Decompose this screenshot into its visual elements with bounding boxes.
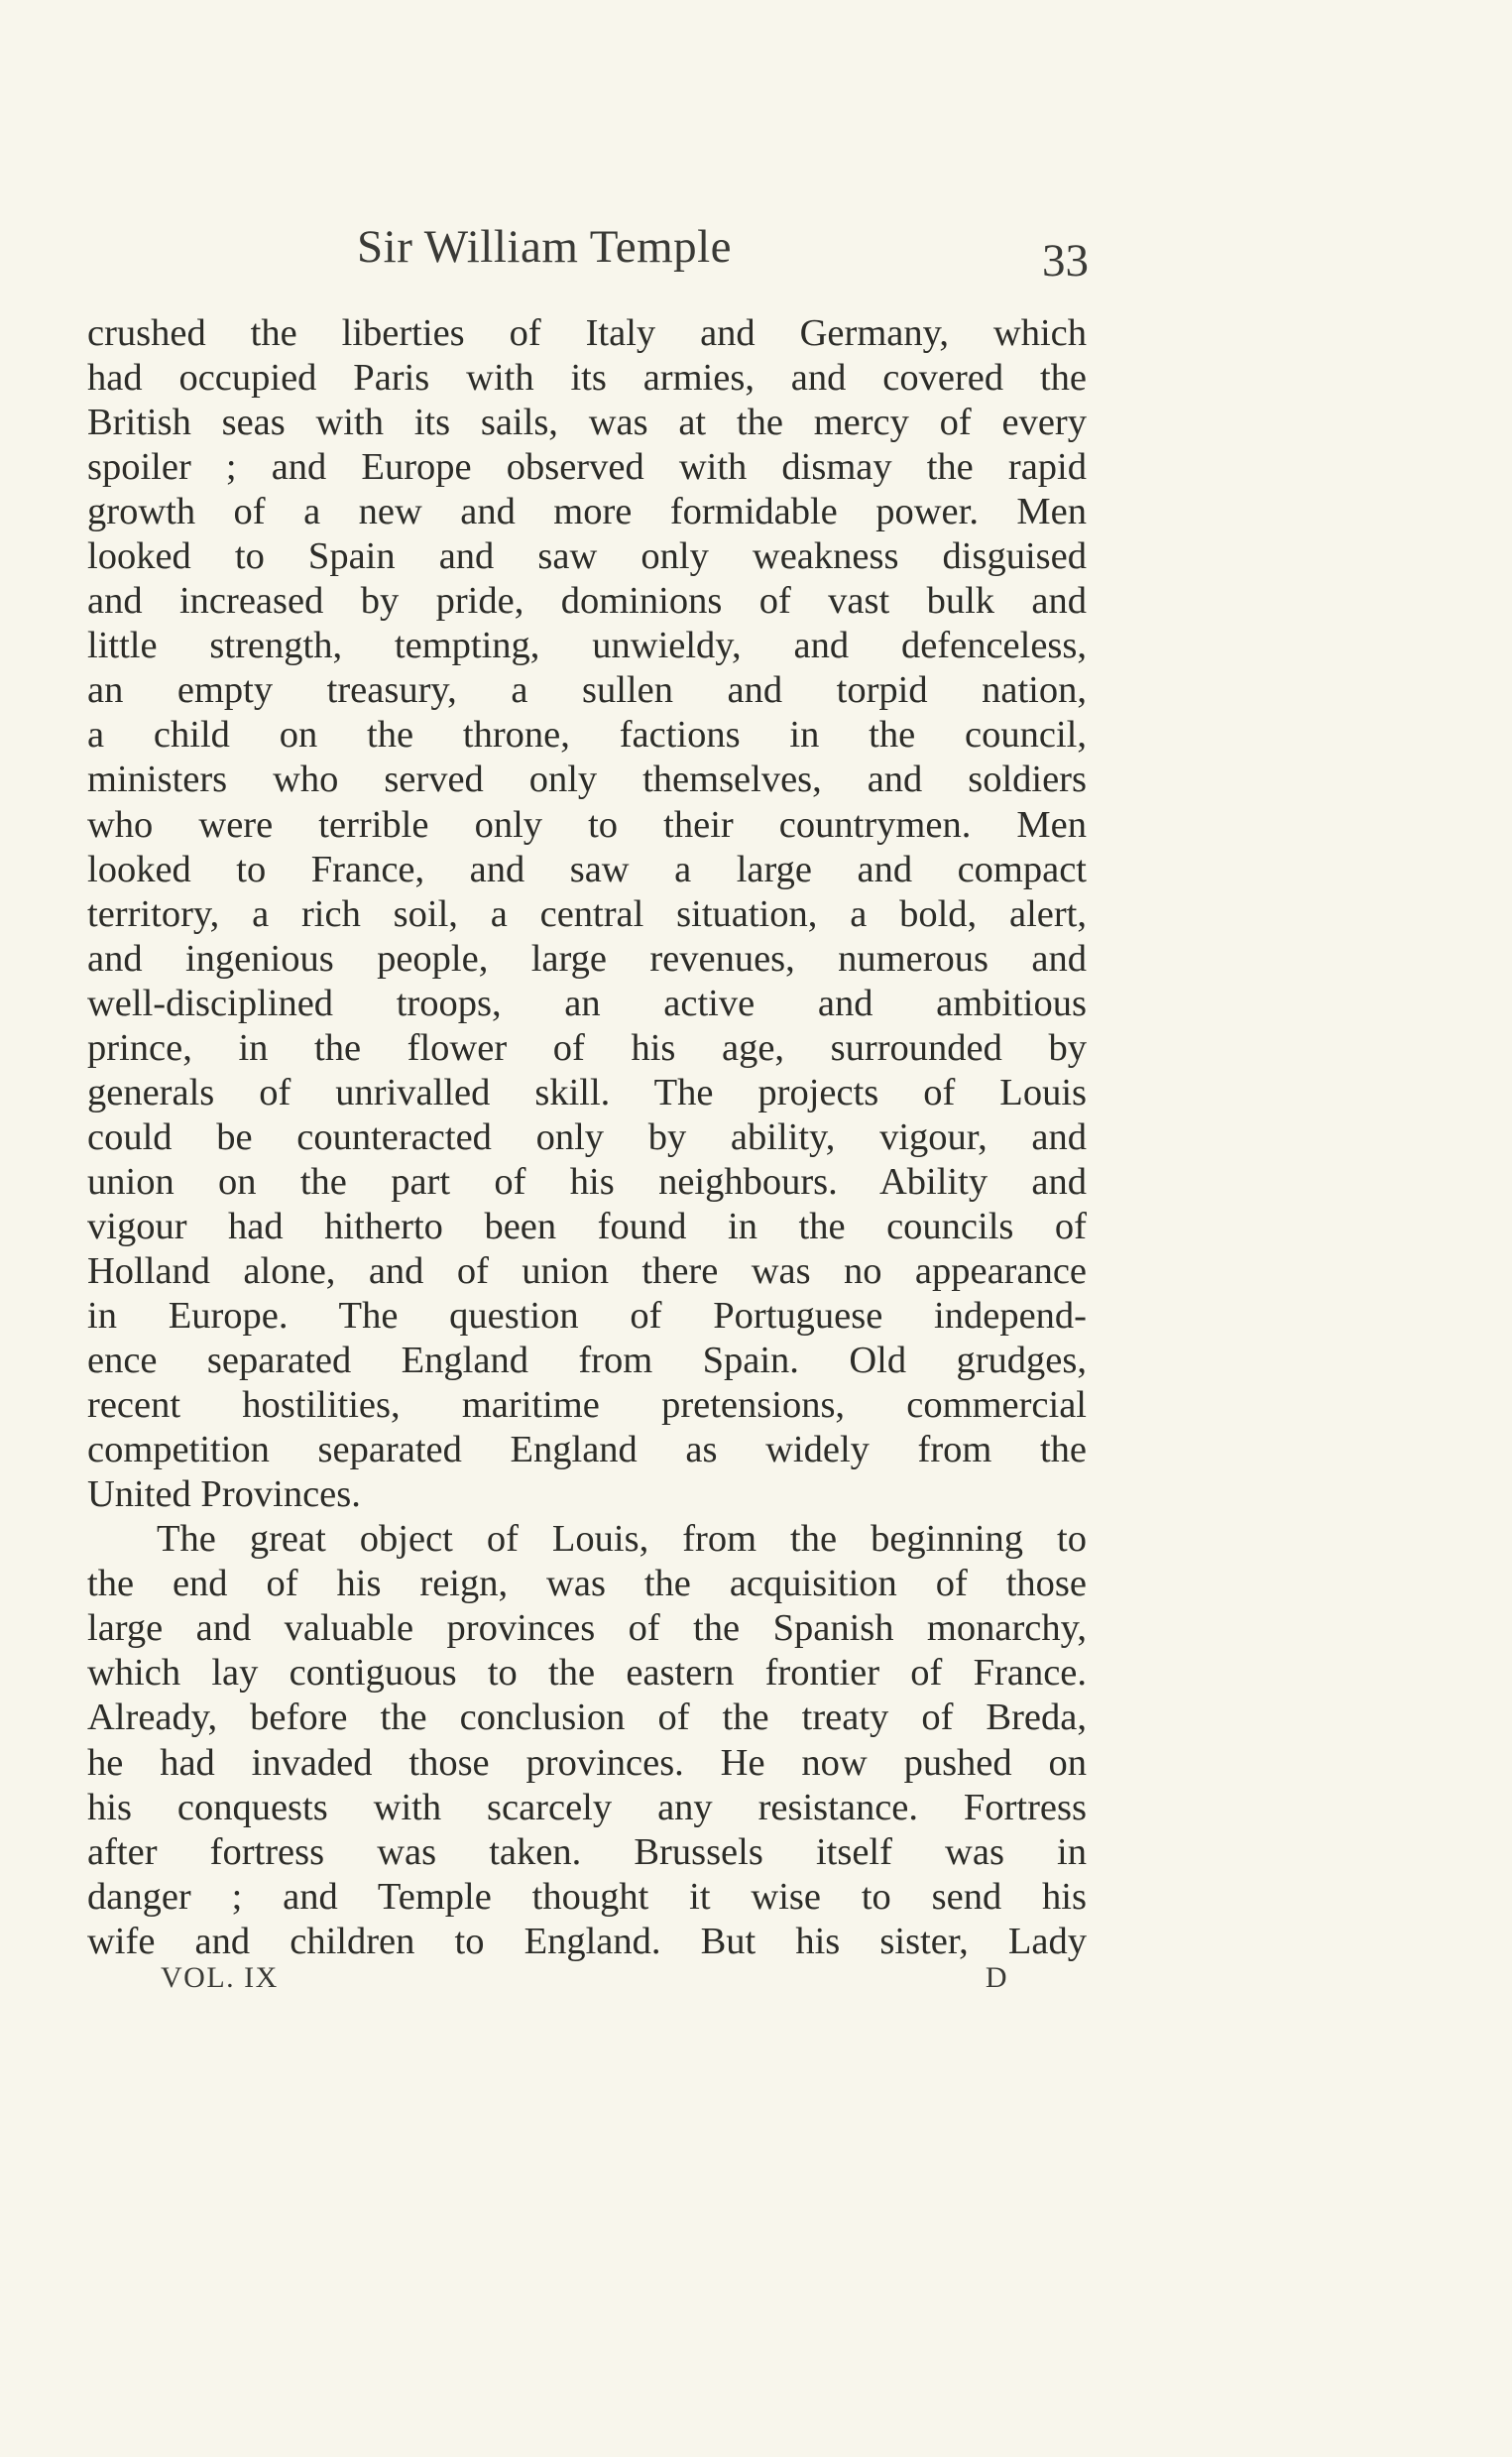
signature-line (161, 1961, 1008, 2001)
text-line: the end of his reign, was the acquisition of those (87, 1563, 1087, 1605)
text-line: British seas with its sails, was at the mercy of every (87, 402, 1087, 444)
text-line: after fortress was taken. Brussels itself was in (87, 1830, 1087, 1873)
text-line: wife and children to England. But his sister, Lady (87, 1920, 1087, 1962)
page-number: 33 (1042, 235, 1089, 287)
signature-mark: D (985, 1961, 1008, 1994)
text-line: union on the part of his neighbours. Ability and (87, 1160, 1087, 1203)
text-line: and increased by pride, dominions of vast bulk and (87, 580, 1087, 623)
text-line: vigour had hitherto been found in the councils of (87, 1205, 1087, 1247)
text-line: which lay contiguous to the eastern frontier of France. (87, 1652, 1087, 1695)
text-line: generals of unrivalled skill. The projects of Louis (87, 1071, 1087, 1113)
running-head (87, 220, 1089, 290)
text-line: Holland alone, and of union there was no appearance (87, 1249, 1087, 1292)
text-line: looked to France, and saw a large and compact (87, 848, 1087, 890)
text-line: looked to Spain and saw only weakness disguised (87, 535, 1087, 578)
text-line: territory, a rich soil, a central situation, a bold, alert, (87, 892, 1087, 935)
text-line: Already, before the conclusion of the treaty of Breda, (87, 1696, 1087, 1739)
volume-label: VOL. IX (161, 1961, 279, 1994)
text-line: danger ; and Temple thought it wise to send his (87, 1875, 1087, 1918)
text-line: competition separated England as widely from the (87, 1429, 1087, 1471)
text-line: ence separated England from Spain. Old grudges, (87, 1340, 1087, 1382)
text-line: had occupied Paris with its armies, and covered the (87, 357, 1087, 400)
text-line: an empty treasury, a sullen and torpid nation, (87, 669, 1087, 712)
text-line: well-disciplined troops, an active and ambitious (87, 982, 1087, 1024)
text-line: growth of a new and more formidable power. Men (87, 491, 1087, 533)
text-line: recent hostilities, maritime pretensions, commercial (87, 1384, 1087, 1427)
paragraph-start-line: The great object of Louis, from the beginning to (157, 1518, 1087, 1561)
text-line: in Europe. The question of Portuguese independ- (87, 1295, 1087, 1338)
text-line: large and valuable provinces of the Spanish monarchy, (87, 1607, 1087, 1650)
text-line: spoiler ; and Europe observed with dismay the rapid (87, 446, 1087, 489)
text-line: and ingenious people, large revenues, numerous and (87, 937, 1087, 980)
text-line: ministers who served only themselves, and soldiers (87, 759, 1087, 801)
running-title: Sir William Temple (357, 221, 733, 273)
text-line: his conquests with scarcely any resistance. Fortress (87, 1786, 1087, 1828)
paragraph-end-line: United Provinces. (87, 1473, 361, 1516)
text-line: who were terrible only to their countrymen. Men (87, 803, 1087, 846)
body-text (87, 311, 1087, 1964)
text-line: prince, in the flower of his age, surrounded by (87, 1026, 1087, 1069)
text-line: he had invaded those provinces. He now pushed on (87, 1741, 1087, 1784)
text-line: could be counteracted only by ability, vigour, and (87, 1115, 1087, 1158)
text-line: little strength, tempting, unwieldy, and defenceless, (87, 625, 1087, 667)
text-line: a child on the throne, factions in the council, (87, 714, 1087, 757)
text-line: crushed the liberties of Italy and Germany, which (87, 312, 1087, 354)
